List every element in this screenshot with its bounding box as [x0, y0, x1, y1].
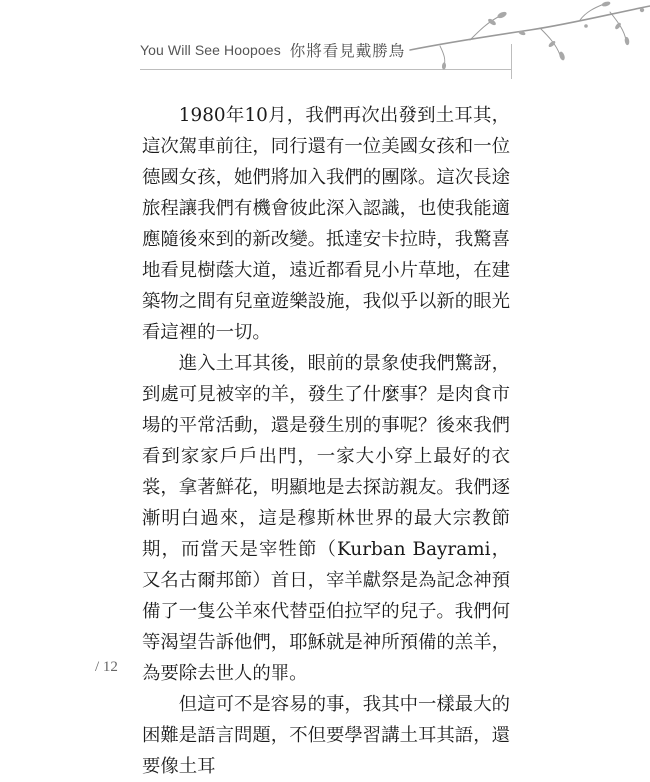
header-title-chinese: 你將看見戴勝鳥: [289, 42, 406, 60]
paragraph-2: 進入土耳其後，眼前的景象使我們驚訝，到處可見被宰的羊，發生了什麼事？是肉食市場的平常活動，還是發生別的事呢？後來我們看到家家戶戶出門，一家大小穿上最好的衣裳，拿著鮮花，明顯地是去探訪親友。我們逐漸明白過來，這是穆斯林世界的最大宗教節期，而當天是宰牲節（Kurban Bayrami，又名古爾邦節）首日，宰羊獻祭是為記念神預備了一隻公羊來代替亞伯拉罕的兒子。我們何等渴望告訴他們，耶穌就是神所預備的羔羊，為要除去世人的罪。: [142, 353, 510, 684]
paragraph-3: 但這可不是容易的事，我其中一樣最大的困難是語言問題，不但要學習講土耳其語，還要像土耳: [142, 694, 510, 777]
body-text: [142, 100, 510, 782]
paragraph-1: 1980年10月，我們再次出發到土耳其，這次駕車前往，同行還有一位美國女孩和一位德國女孩，她們將加入我們的團隊。這次長途旅程讓我們有機會彼此深入認識，也使我能適應隨後來到的新改變。抵達安卡拉時，我驚喜地看見樹蔭大道，遠近都看見小片草地，在建築物之間有兒童遊樂設施，我似乎以新的眼光看這裡的一切。: [142, 105, 510, 343]
running-header: [140, 38, 405, 62]
page-number: / 12: [95, 659, 118, 675]
branch-decoration-icon: [410, 0, 650, 70]
header-title-english: You Will See Hoopoes: [140, 42, 281, 58]
